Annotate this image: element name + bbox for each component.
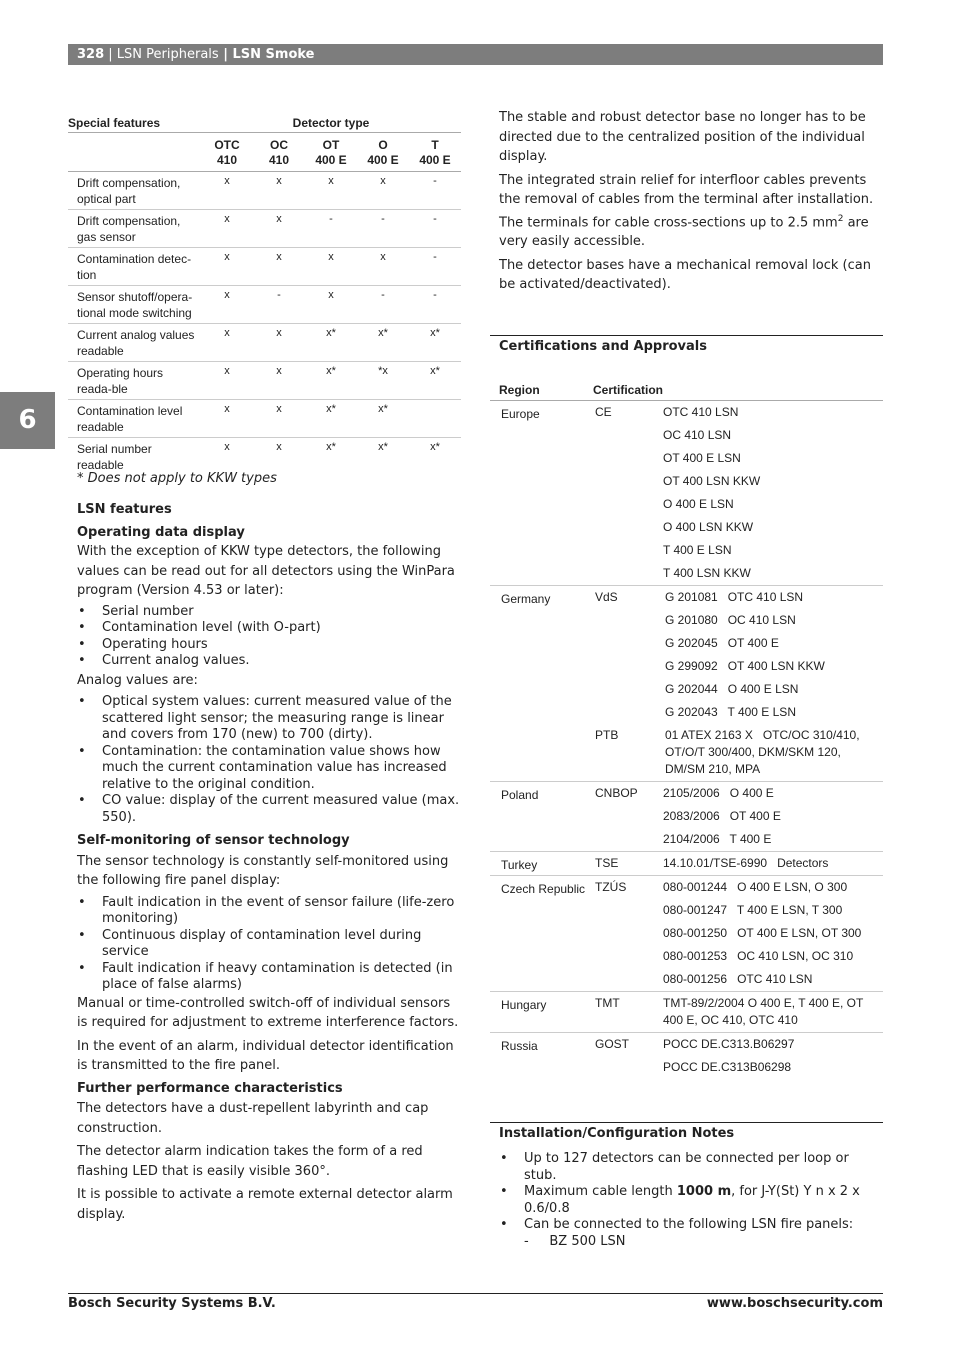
certification-entry: OT 400 LSN KKW (663, 474, 761, 488)
installation-notes (499, 1151, 885, 1250)
feature-value: x (305, 248, 357, 286)
table-footnote: * Does not apply to KKW types (77, 471, 277, 486)
table-row (68, 362, 461, 400)
operating-data-intro: With the exception of KKW type detectors, the following values can be read out for all detectors using the WinPara program (Version 4.53 or later): (77, 544, 455, 598)
self-monitoring-heading: Self-monitoring of sensor technology (77, 833, 350, 848)
list-item: • Can be connected to the following LSN fire panels: (499, 1217, 885, 1234)
feature-value: x (305, 286, 357, 324)
feature-value: x (201, 400, 253, 438)
certification-entry: 01 ATEX 2163 X OTC/OC 310/410, OT/O/T 300/400, DKM/SKM 120, DM/SM 210, MPA (665, 728, 863, 776)
operating-data-list (77, 604, 462, 670)
feature-value: x (253, 362, 305, 400)
region-column-header: Region (490, 380, 593, 401)
sub-list-item: - BZ 500 LSN (524, 1233, 626, 1249)
feature-value: x (201, 362, 253, 400)
feature-value: x (253, 324, 305, 362)
table-row: Czech Republic TZÚS 080-001244 O 400 E LSN, O 300 080-001247 T 400 E LSN, T 300 080-001250 OT 400 E LSN, OT 300 080-001253 OC 410 LSN, OC 310 080-001256 OTC 410 LSN (490, 876, 883, 992)
feature-value: - (357, 286, 409, 324)
certification-entry: 2104/2006 T 400 E (663, 832, 772, 846)
table-row (68, 286, 461, 324)
certification-entry: 080-001247 T 400 E LSN, T 300 (663, 903, 843, 917)
certification-entry: O 400 E LSN (663, 497, 734, 511)
list-item: • Current analog values. (77, 653, 462, 670)
list-item: • Fault indication in the event of sensor failure (life-zero monitoring) (77, 895, 462, 928)
chapter-tab: 6 (0, 392, 55, 449)
table-row (68, 172, 461, 210)
table-row: Europe CE OTC 410 LSN OC 410 LSN OT 400 E LSN OT 400 LSN KKW O 400 E LSN O 400 LSN KKW T 400 E LSN T 400 LSN KKW (490, 401, 883, 586)
list-item: • Contamination level (with O-part) (77, 620, 462, 637)
list-item: • Optical system values: current measured value of the scattered light sensor; the measuring range is linear and covers from 170 (new) to 700 (dirty). (77, 694, 462, 744)
self-monitoring-intro: The sensor technology is constantly self-monitored using the following fire panel display: (77, 853, 449, 888)
page-header: 328 | LSN Peripherals | LSN Smoke (68, 44, 883, 65)
feature-value: x (253, 210, 305, 248)
certification-entry: G 201081 OTC 410 LSN (665, 590, 804, 604)
installation-list (499, 1151, 885, 1234)
certification-entry: POCC DE.C313B06298 (663, 1060, 792, 1074)
certification-entry: G 202044 O 400 E LSN (665, 682, 799, 696)
certification-entry: 2083/2006 OT 400 E (663, 809, 781, 823)
analog-values-intro: Analog values are: (77, 672, 198, 688)
certification-entry: OT 400 E LSN (663, 451, 741, 465)
labyrinth-paragraph: The detectors have a dust-repellent labyrinth and cap construction. (77, 1101, 429, 1136)
list-item: • Operating hours (77, 637, 462, 654)
certification-entry: G 202045 OT 400 E (665, 636, 779, 650)
self-monitoring-list (77, 895, 462, 994)
feature-value: x* (326, 441, 336, 453)
table-row: Hungary TMT TMT-89/2/2004 O 400 E, T 400 E, OT 400 E, OC 410, OTC 410 (490, 992, 883, 1033)
detector-type-column: OC 410 (253, 133, 305, 172)
features-column-header: Special features (68, 114, 201, 133)
certification-entry: TMT-89/2/2004 O 400 E, T 400 E, OT 400 E, OC 410, OTC 410 (663, 996, 867, 1027)
list-item: • Up to 127 detectors can be connected per loop or stub. (499, 1151, 885, 1184)
table-row: Turkey TSE 14.10.01/TSE-6990 Detectors (490, 852, 883, 876)
feature-value (409, 400, 461, 438)
table-row (68, 324, 461, 362)
feature-label: Operating hours reada-ble (68, 362, 201, 400)
feature-value: x (201, 324, 253, 362)
certification-entry: G 299092 OT 400 LSN KKW (665, 659, 825, 673)
installation-heading: Installation/Configuration Notes (499, 1126, 735, 1141)
certification-entry: O 400 LSN KKW (663, 520, 754, 534)
feature-label: Sensor shutoff/opera-tional mode switching (68, 286, 201, 324)
feature-value: x (201, 210, 253, 248)
feature-value: x* (305, 362, 357, 400)
certification-entry: OTC 410 LSN (663, 405, 739, 419)
certification-entry: POCC DE.C313.B06297 (663, 1037, 795, 1051)
feature-value: x (357, 172, 409, 210)
certifications-heading: Certifications and Approvals (499, 339, 707, 354)
detector-type-column: T 400 E (409, 133, 461, 172)
certification-entry: 080-001244 O 400 E LSN, O 300 (663, 880, 848, 894)
lsn-features-heading: LSN features (77, 502, 172, 517)
detector-base-paragraph: The stable and robust detector base no longer has to be directed due to the centralized position of the individual display. (499, 110, 866, 164)
list-item: • Continuous display of contamination level during service (77, 928, 462, 961)
list-item: • Contamination: the contamination value shows how much the current contamination value has increased relative to the original condition. (77, 744, 462, 794)
alarm-identification-paragraph: In the event of an alarm, individual detector identification is transmitted to the fire panel. (77, 1038, 454, 1073)
table-row (68, 210, 461, 248)
feature-label: Contamination detec-tion (68, 248, 201, 286)
feature-value: - (409, 172, 461, 210)
feature-label: Contamination level readable (68, 400, 201, 438)
feature-value: x (253, 172, 305, 210)
certification-entry: 080-001250 OT 400 E LSN, OT 300 (663, 926, 862, 940)
detector-type-column: OTC 410 (201, 133, 253, 172)
feature-value: x (276, 441, 282, 453)
certification-entry: T 400 LSN KKW (663, 566, 751, 580)
feature-value: - (253, 286, 305, 324)
certifications-table (490, 380, 883, 1079)
list-item: • Maximum cable length 1000 m, for J-Y(St) Y n x 2 x 0.6/0.8 (499, 1184, 885, 1217)
feature-value: x (201, 172, 253, 210)
footer-rule (68, 1293, 883, 1294)
feature-value: x (224, 441, 230, 453)
table-row: Germany VdS G 201081 OTC 410 LSN G 201080 OC 410 LSN G 202045 OT 400 E G 299092 OT 400 LSN KKW G 202044 O 400 E LSN G 202043 T 400 E LSN PTB 01 ATEX 2163 X OTC/OC 310/410, OT/O/T 300/400, DKM/SKM 120, DM/SM 210, MPA (490, 586, 883, 782)
analog-values-list (77, 694, 462, 826)
further-performance-heading: Further performance characteristics (77, 1080, 343, 1096)
certification-entry: 14.10.01/TSE-6990 Detectors (663, 856, 829, 870)
feature-value: - (409, 210, 461, 248)
feature-value: x* (430, 441, 440, 453)
detector-type-column: OT 400 E (305, 133, 357, 172)
feature-label: Drift compensation, gas sensor (68, 210, 201, 248)
certification-entry: OC 410 LSN (663, 428, 732, 442)
feature-value: x* (357, 324, 409, 362)
subsection-title: LSN Smoke (232, 47, 315, 62)
certification-entry: G 202043 T 400 E LSN (665, 705, 796, 719)
feature-value: x (201, 286, 253, 324)
led-paragraph: The detector alarm indication takes the form of a red flashing LED that is easily visible 360°. (77, 1144, 423, 1179)
table-row (68, 400, 461, 438)
detector-type-header: Detector type (201, 114, 461, 133)
feature-value: x (357, 248, 409, 286)
section-title: LSN Peripherals (116, 47, 219, 62)
list-item: • Serial number (77, 604, 462, 621)
certification-entry: 2105/2006 O 400 E (663, 786, 774, 800)
feature-label: Current analog values readable (68, 324, 201, 362)
feature-value: x (253, 248, 305, 286)
footer-company: Bosch Security Systems B.V. (68, 1296, 276, 1311)
installation-rule (490, 1122, 883, 1123)
table-row (68, 248, 461, 286)
feature-value: *x (357, 362, 409, 400)
feature-value: - (357, 210, 409, 248)
certification-column-header: Certification (593, 380, 883, 401)
feature-value: - (305, 210, 357, 248)
detector-type-column: O 400 E (357, 133, 409, 172)
feature-value: x* (357, 400, 409, 438)
table-row: Russia GOST POCC DE.C313.B06297 POCC DE.C313B06298 (490, 1033, 883, 1080)
feature-value: x* (378, 441, 388, 453)
lsn-features-section (77, 500, 462, 1224)
feature-value: - (409, 248, 461, 286)
page-number: 328 (77, 47, 105, 62)
remote-display-paragraph: It is possible to activate a remote external detector alarm display. (77, 1187, 453, 1222)
feature-value: x (201, 248, 253, 286)
self-monitoring-paragraph: Manual or time-controlled switch-off of individual sensors is required for adjustment to extreme interference factors. (77, 995, 459, 1030)
strain-relief-paragraph: The integrated strain relief for interfloor cables prevents the removal of cables from the terminal after installation. The terminals for cable cross-sections up to 2.5 $mm^2$ are very easily accessible. (499, 172, 874, 250)
feature-label: Serial number readable (77, 442, 152, 472)
footer-website: www.boschsecurity.com (706, 1296, 883, 1311)
feature-value: x (305, 172, 357, 210)
feature-value: x* (409, 324, 461, 362)
list-item: • Fault indication if heavy contamination is detected (in place of false alarms) (77, 961, 462, 994)
feature-table (68, 114, 461, 476)
feature-value: x (253, 400, 305, 438)
certification-entry: G 201080 OC 410 LSN (665, 613, 796, 627)
feature-value: x* (305, 400, 357, 438)
feature-value: x* (305, 324, 357, 362)
certification-entry: 080-001253 OC 410 LSN, OC 310 (663, 949, 854, 963)
detector-base-text (499, 108, 885, 295)
feature-value: x* (409, 362, 461, 400)
table-row: Poland CNBOP 2105/2006 O 400 E 2083/2006 OT 400 E 2104/2006 T 400 E (490, 782, 883, 852)
certification-entry: 080-001256 OTC 410 LSN (663, 972, 813, 986)
removal-lock-paragraph: The detector bases have a mechanical removal lock (can be activated/deactivated). (499, 257, 871, 293)
list-item: • CO value: display of the current measured value (max. 550). (77, 793, 462, 826)
feature-label: Drift compensation, optical part (68, 172, 201, 210)
feature-value: - (409, 286, 461, 324)
operating-data-heading: Operating data display (77, 524, 245, 540)
certification-entry: T 400 E LSN (663, 543, 732, 557)
certifications-rule (490, 335, 883, 336)
